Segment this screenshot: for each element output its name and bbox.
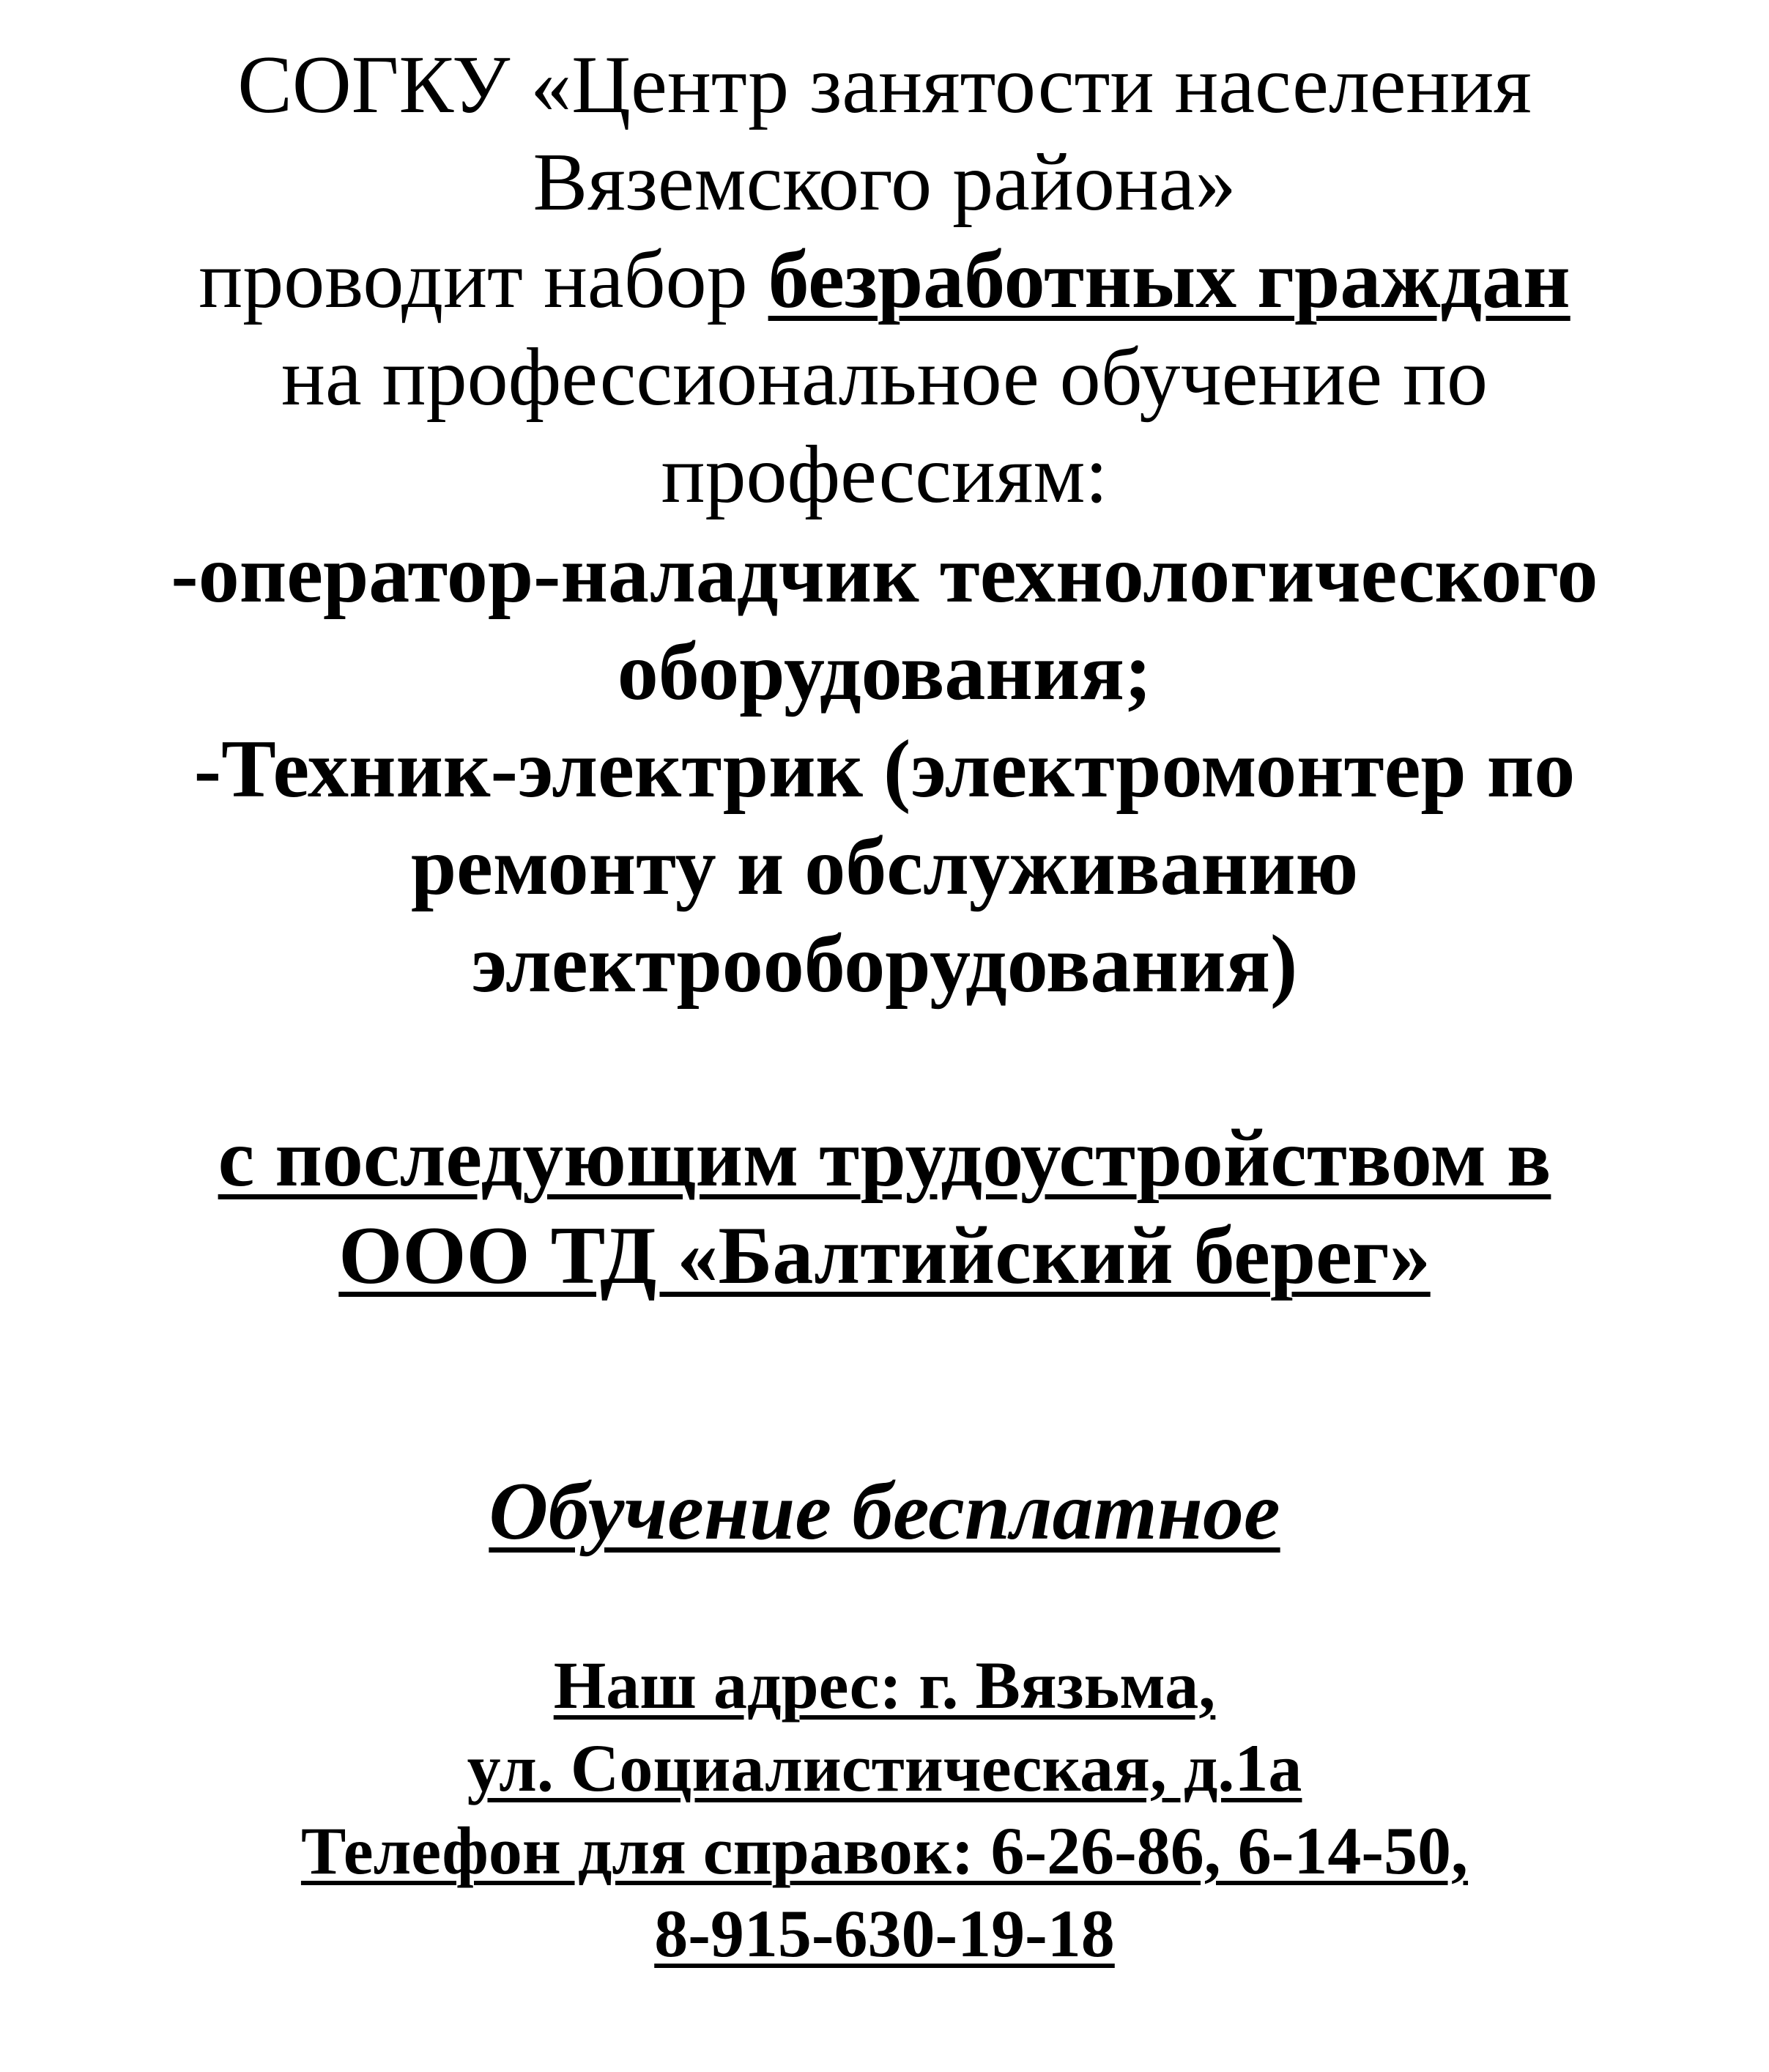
free-training-text: Обучение бесплатное [489,1466,1280,1557]
recruitment-line [0,234,1769,325]
phone-text-2: 8-915-630-19-18 [654,1896,1115,1971]
employment-text-1: с последующим трудоустройством в [218,1113,1551,1204]
address-line-1 [0,1648,1769,1723]
recruitment-prefix: проводит набор [199,234,768,325]
address-text-1: Наш адрес: г. Вязьма, [553,1648,1216,1723]
profession-2-line-1: -Техник-электрик (электромонтер по [193,724,1576,815]
phone-line-2 [0,1896,1769,1971]
phone-line-1 [0,1813,1769,1888]
training-line: на профессиональное обучение по [281,332,1488,423]
professions-label: профессиям: [661,429,1108,520]
unemployed-citizens-emphasis: безработных граждан [768,234,1570,325]
address-line-2 [0,1731,1769,1805]
profession-2-line-3: электрооборудования) [471,919,1298,1010]
profession-2-line-2: ремонту и обслуживанию [410,821,1359,912]
organization-name-line-2: Вяземского района» [533,137,1236,228]
phone-text-1: Телефон для справок: 6-26-86, 6-14-50, [300,1813,1469,1888]
address-text-2: ул. Социалистическая, д.1а [467,1731,1302,1805]
profession-1-line-2: оборудования; [617,626,1152,717]
free-training-line [0,1466,1769,1557]
profession-1-line-1: -оператор-наладчик технологического [171,529,1598,620]
employment-line-1 [0,1113,1769,1204]
employment-line-2 [0,1210,1769,1301]
employer-name: ООО ТД «Балтийский берег» [338,1210,1431,1301]
organization-name-line-1: СОГКУ «Центр занятости населения [237,40,1532,130]
